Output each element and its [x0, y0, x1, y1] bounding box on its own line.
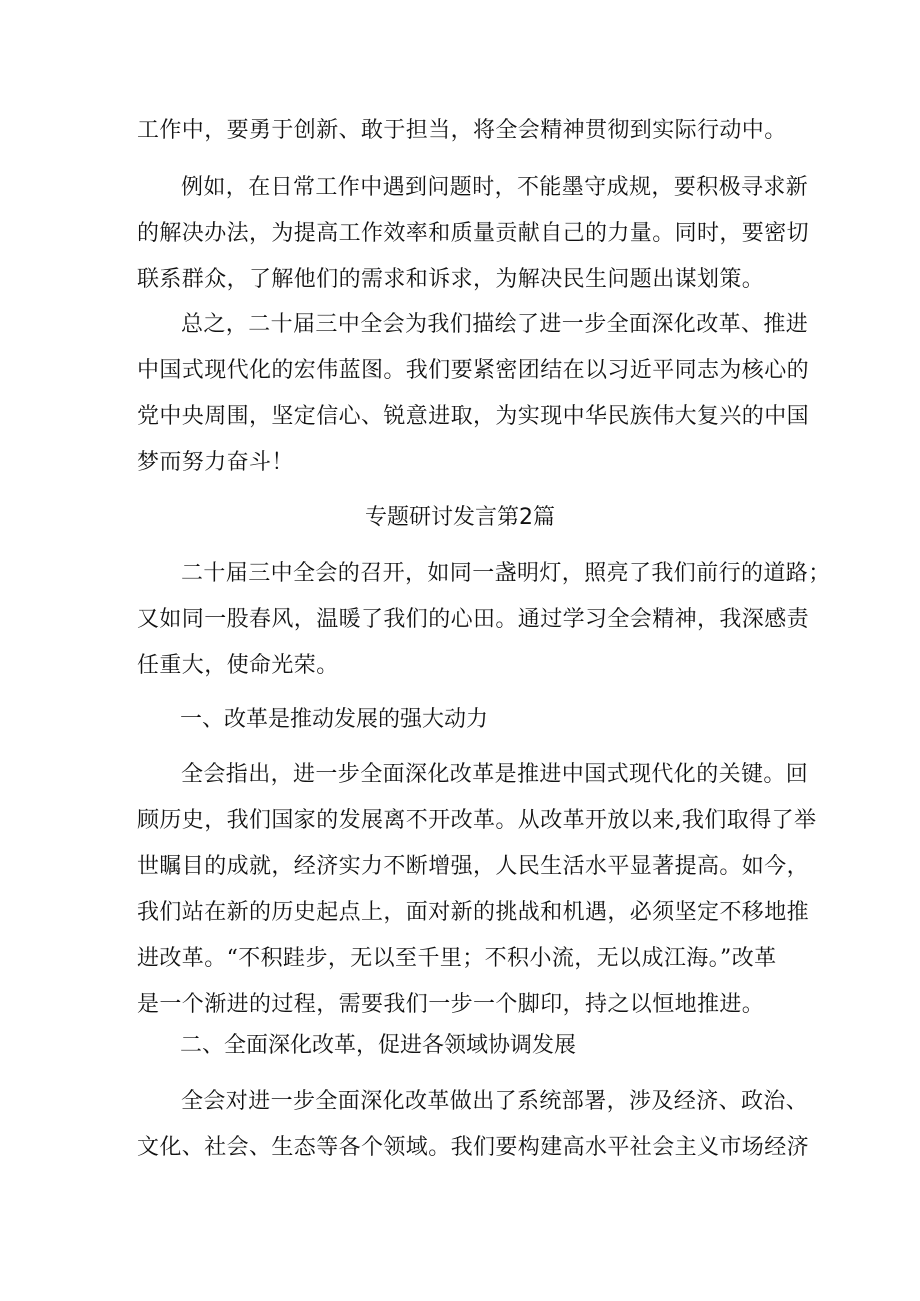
- paragraph-line: 又如同一股春风，温暖了我们的心田。通过学习全会精神，我深感责: [137, 607, 810, 632]
- section-title: 专题研讨发言第2篇: [365, 505, 555, 530]
- paragraph-2: [137, 165, 810, 303]
- paragraph-line: 进改革。“不积跬步，无以至千里；不积小流，无以成江海。”改革: [137, 946, 777, 971]
- paragraph-5: [137, 752, 817, 1028]
- heading-coordinated-development: 二、全面深化改革，促进各领域协调发展: [180, 1033, 577, 1058]
- paragraph-line: 文化、社会、生态等各个领域。我们要构建高水平社会主义市场经济: [137, 1135, 810, 1160]
- paragraph-line: 总之，二十届三中全会为我们描绘了进一步全面深化改革、推进: [181, 312, 809, 337]
- paragraph-line: 党中央周围，坚定信心、锐意进取，为实现中华民族伟大复兴的中国: [137, 404, 810, 429]
- paragraph-line: 的解决办法，为提高工作效率和质量贡献自己的力量。同时，要密切: [137, 221, 810, 246]
- paragraph-1: [137, 108, 787, 154]
- paragraph-line: 全会对进一步全面深化改革做出了系统部署，涉及经济、政治、: [181, 1089, 809, 1114]
- paragraph-line: 我们站在新的历史起点上，面对新的挑战和机遇，必须坚定不移地推: [137, 900, 810, 925]
- paragraph-line: 世瞩目的成就，经济实力不断增强，人民生活水平显著提高。如今，: [137, 854, 810, 879]
- paragraph-line: 联系群众，了解他们的需求和诉求，为解决民生问题出谋划策。: [137, 267, 765, 292]
- paragraph-6: [137, 1079, 810, 1171]
- paragraph-line: 是一个渐进的过程，需要我们一步一个脚印，持之以恒地推进。: [137, 992, 765, 1017]
- paragraph-4: [137, 551, 831, 689]
- heading-reform-driving-force: 一、改革是推动发展的强大动力: [180, 707, 489, 732]
- paragraph-line: 梦而努力奋斗！: [137, 450, 294, 475]
- paragraph-line: 全会指出，进一步全面深化改革是推进中国式现代化的关键。回: [181, 762, 809, 787]
- paragraph-3: [137, 302, 810, 486]
- paragraph-line: 顾历史，我们国家的发展离不开改革。从改革开放以来,我们取得了举: [137, 808, 817, 833]
- paragraph-line: 例如，在日常工作中遇到问题时，不能墨守成规，要积极寻求新: [181, 175, 809, 200]
- paragraph-line: 二十届三中全会的召开，如同一盏明灯，照亮了我们前行的道路；: [181, 561, 831, 586]
- paragraph-line: 任重大，使命光荣。: [137, 653, 339, 678]
- paragraph-line: 工作中，要勇于创新、敢于担当，将全会精神贯彻到实际行动中。: [137, 118, 787, 143]
- paragraph-line: 中国式现代化的宏伟蓝图。我们要紧密团结在以习近平同志为核心的: [137, 358, 810, 383]
